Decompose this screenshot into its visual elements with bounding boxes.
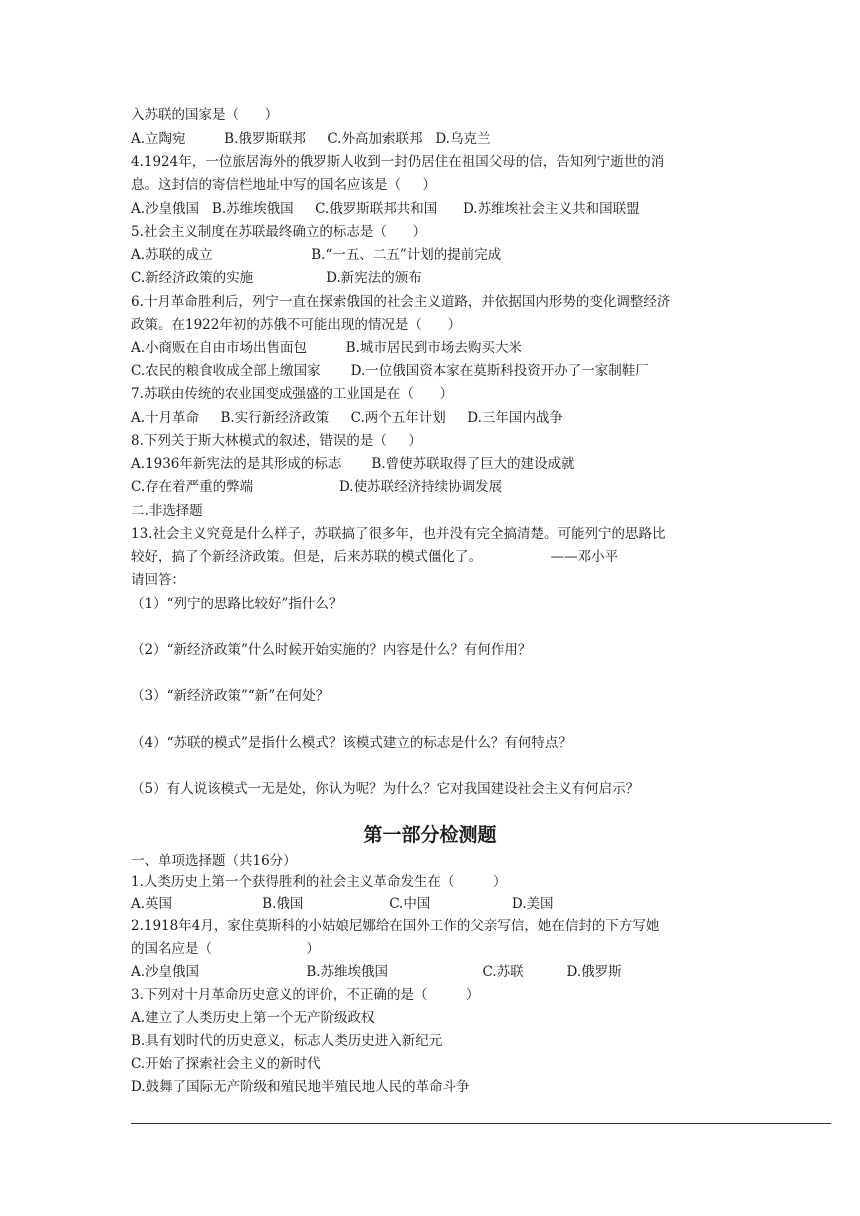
text-line: A.沙皇俄国 B.苏维埃俄国 C.苏联 D.俄罗斯: [131, 964, 622, 980]
text-line: 7.苏联由传统的农业国变成强盛的工业国是在（ ）: [131, 386, 454, 402]
text-line: 5.社会主义制度在苏联最终确立的标志是（ ）: [131, 224, 427, 240]
text-line: D.鼓舞了国际无产阶级和殖民地半殖民地人民的革命斗争: [131, 1079, 470, 1095]
text-line: 政策。在1922年初的苏俄不可能出现的情况是（ ）: [131, 317, 462, 333]
question-line: （2）“新经济政策”什么时候开始实施的？内容是什么？有何作用？: [131, 642, 532, 658]
page-title: 第一部分检测题: [363, 824, 497, 846]
text-line: 2.1918年4月，家住莫斯科的小姑娘尼娜给在国外工作的父亲写信，她在信封的下方写她: [131, 918, 660, 934]
text-line: 4.1924年，一位旅居海外的俄罗斯人收到一封仍居住在祖国父母的信，告知列宁逝世的消: [131, 154, 665, 170]
text-line: C.开始了探索社会主义的新时代: [131, 1056, 321, 1072]
text-line: A.1936年新宪法的是其形成的标志 B.曾使苏联取得了巨大的建设成就: [131, 456, 575, 472]
text-line: 入苏联的国家是（ ）: [131, 107, 279, 123]
text-line: C.新经济政策的实施 D.新宪法的颁布: [131, 270, 422, 286]
question-line: （4）“苏联的模式”是指什么模式？该模式建立的标志是什么？有何特点？: [131, 735, 572, 751]
section-heading: 一、单项选择题（共16分）: [131, 853, 297, 869]
text-line: 息。这封信的寄信栏地址中写的国名应该是（ ）: [131, 177, 436, 193]
text-line: 请回答：: [131, 572, 185, 588]
text-line: A.立陶宛 B.俄罗斯联邦 C.外高加索联邦 D.乌克兰: [131, 131, 491, 147]
text-line: B.具有划时代的历史意义，标志人类历史进入新纪元: [131, 1033, 443, 1049]
footer-divider: [131, 1123, 831, 1124]
text-line: 6.十月革命胜利后，列宁一直在探索俄国的社会主义道路，并依据国内形势的变化调整经济: [131, 294, 671, 310]
text-line: 3.下列对十月革命历史意义的评价，不正确的是（ ）: [131, 987, 480, 1003]
text-line: C.农民的粮食收成全部上缴国家 D.一位俄国资本家在莫斯科投资开办了一家制鞋厂: [131, 363, 649, 379]
text-line: 较好，搞了个新经济政策。但是，后来苏联的模式僵化了。 ——邓小平: [131, 549, 619, 565]
text-line: A.苏联的成立 B.“一五、二五”计划的提前完成: [131, 247, 502, 263]
section-heading: 二.非选择题: [131, 503, 203, 519]
text-line: 1.人类历史上第一个获得胜利的社会主义革命发生在（ ）: [131, 874, 507, 890]
question-line: （3）“新经济政策”“新”在何处？: [131, 688, 330, 704]
text-line: 8.下列关于斯大林模式的叙述，错误的是（ ）: [131, 433, 422, 449]
question-line: （1）“列宁的思路比较好”指什么？: [131, 596, 343, 612]
text-line: A.小商贩在自由市场出售面包 B.城市居民到市场去购买大米: [131, 340, 522, 356]
text-line: A.英国 B.俄国 C.中国 D.美国: [131, 896, 554, 912]
text-line: 的国名应是（ ）: [131, 941, 320, 957]
text-line: C.存在着严重的弊端 D.使苏联经济持续协调发展: [131, 479, 503, 495]
text-line: A.十月革命 B.实行新经济政策 C.两个五年计划 D.三年国内战争: [131, 410, 563, 426]
text-line: A.建立了人类历史上第一个无产阶级政权: [131, 1010, 375, 1026]
question-line: （5）有人说该模式一无是处，你认为呢？为什么？它对我国建设社会主义有何启示？: [131, 781, 640, 797]
text-line: A.沙皇俄国 B.苏维埃俄国 C.俄罗斯联邦共和国 D.苏维埃社会主义共和国联盟: [131, 201, 640, 217]
text-line: 13.社会主义究竟是什么样子，苏联搞了很多年，也并没有完全搞清楚。可能列宁的思路比: [131, 526, 666, 542]
